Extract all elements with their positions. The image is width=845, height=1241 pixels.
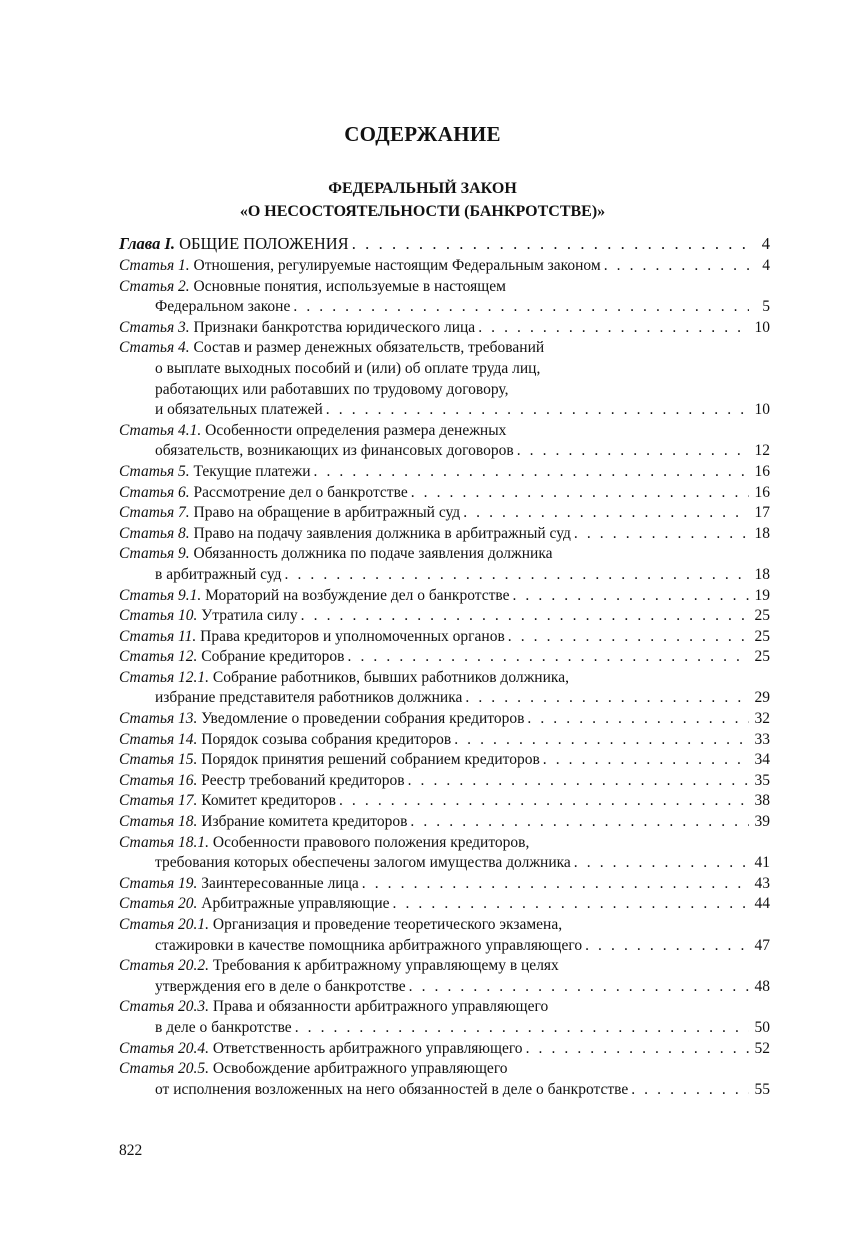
toc-entry[interactable] xyxy=(119,606,770,627)
toc-entry-line xyxy=(119,565,770,586)
article-page: 41 xyxy=(754,854,770,872)
toc-entry-line xyxy=(119,441,770,462)
article-title: работающих или работавших по трудовому договору, xyxy=(155,380,509,398)
article-title: Право на обращение в арбитражный суд xyxy=(193,504,461,522)
article-page: 55 xyxy=(754,1080,770,1098)
article-title: Заинтересованные лица xyxy=(201,874,359,892)
article-label: Статья 17. xyxy=(119,792,198,810)
article-page: 43 xyxy=(754,874,770,892)
article-title: Основные понятия, используемые в настоящем xyxy=(193,277,506,295)
toc-entry-line xyxy=(119,853,770,874)
dot-leader xyxy=(454,730,749,751)
article-title: Уведомление о проведении собрания кредиторов xyxy=(201,710,525,728)
article-title: Освобождение арбитражного управляющего xyxy=(212,1060,508,1078)
toc-entry-line xyxy=(119,956,770,977)
toc-entry[interactable] xyxy=(119,833,770,874)
toc-entry[interactable] xyxy=(119,524,770,545)
toc-entry-line xyxy=(119,297,770,318)
toc-entry-line xyxy=(119,380,770,401)
article-page: 18 xyxy=(754,565,770,583)
dot-leader xyxy=(352,232,749,256)
toc-entry[interactable] xyxy=(119,1059,770,1100)
article-label: Статья 8. xyxy=(119,524,190,542)
article-title: требования которых обеспечены залогом имущества должника xyxy=(155,854,571,872)
article-title: Федеральном законе xyxy=(155,298,291,316)
toc-entry[interactable] xyxy=(119,915,770,956)
toc-entry[interactable] xyxy=(119,874,770,895)
toc-entry-line xyxy=(119,400,770,421)
toc-entry-line xyxy=(119,606,770,627)
law-title-line-2: «О НЕСОСТОЯТЕЛЬНОСТИ (БАНКРОТСТВЕ)» xyxy=(239,203,606,220)
dot-leader xyxy=(326,400,749,421)
article-page: 34 xyxy=(754,751,770,769)
dot-leader xyxy=(301,606,749,627)
article-label: Статья 4. xyxy=(119,339,190,357)
article-title: Реестр требований кредиторов xyxy=(201,771,405,789)
article-title: Собрание работников, бывших работников должника, xyxy=(212,668,569,686)
toc-entry-line xyxy=(119,997,770,1018)
article-title: от исполнения возложенных на него обязанностей в деле о банкротстве xyxy=(155,1080,629,1098)
article-label: Статья 3. xyxy=(119,318,190,336)
toc-entry-line xyxy=(119,936,770,957)
toc-entry-line xyxy=(119,730,770,751)
article-page: 25 xyxy=(754,607,770,625)
article-page: 29 xyxy=(754,689,770,707)
law-title-line-1: ФЕДЕРАЛЬНЫЙ ЗАКОН xyxy=(328,180,517,197)
article-label: Статья 11. xyxy=(119,627,197,645)
article-label: Статья 18. xyxy=(119,813,198,831)
dot-leader xyxy=(465,688,749,709)
dot-leader xyxy=(314,462,749,483)
dot-leader xyxy=(339,791,749,812)
dot-leader xyxy=(631,1080,749,1101)
article-title: Обязанность должника по подаче заявления должника xyxy=(193,545,553,563)
article-title: Ответственность арбитражного управляющего xyxy=(212,1039,523,1057)
dot-leader xyxy=(512,586,749,607)
toc-entry-line xyxy=(119,421,770,442)
toc-entry-line xyxy=(119,1018,770,1039)
article-title: Комитет кредиторов xyxy=(201,792,336,810)
article-title: Утратила силу xyxy=(201,607,298,625)
article-page: 35 xyxy=(754,771,770,789)
toc-entry-line xyxy=(119,812,770,833)
toc-entry-line xyxy=(119,503,770,524)
toc-entry[interactable] xyxy=(119,338,770,420)
toc-entry-line xyxy=(119,359,770,380)
toc-entry-line xyxy=(119,915,770,936)
article-label: Статья 20. xyxy=(119,895,198,913)
article-title: обязательств, возникающих из финансовых договоров xyxy=(155,442,514,460)
article-label: Статья 9. xyxy=(119,545,190,563)
dot-leader xyxy=(293,297,749,318)
toc-entry-line xyxy=(119,627,770,648)
article-page: 25 xyxy=(754,648,770,666)
dot-leader xyxy=(362,874,749,895)
article-title: утверждения его в деле о банкротстве xyxy=(155,977,406,995)
article-title: Права и обязанности арбитражного управляющего xyxy=(212,998,549,1016)
dot-leader xyxy=(295,1018,749,1039)
toc-entry-line xyxy=(119,462,770,483)
toc-entry-line xyxy=(119,750,770,771)
article-label: Статья 12. xyxy=(119,648,198,666)
article-label: Статья 12.1. xyxy=(119,668,210,686)
toc-entry-line xyxy=(119,1059,770,1080)
toc-entry-line xyxy=(119,544,770,565)
article-page: 12 xyxy=(754,442,770,460)
article-label: Статья 7. xyxy=(119,504,190,522)
article-page: 44 xyxy=(754,895,770,913)
toc-entry[interactable] xyxy=(119,997,770,1038)
toc-entry[interactable] xyxy=(119,956,770,997)
toc-entry[interactable] xyxy=(119,483,770,504)
toc-entry-line xyxy=(119,483,770,504)
dot-leader xyxy=(585,936,749,957)
article-title: избрание представителя работников должника xyxy=(155,689,463,707)
toc-entry-line xyxy=(119,771,770,792)
article-page: 33 xyxy=(754,730,770,748)
toc-entry[interactable] xyxy=(119,894,770,915)
article-label: Статья 20.4. xyxy=(119,1039,210,1057)
article-page: 19 xyxy=(754,586,770,604)
dot-leader xyxy=(543,750,749,771)
article-page: 32 xyxy=(754,710,770,728)
toc-entry-line xyxy=(119,688,770,709)
toc-entry[interactable] xyxy=(119,503,770,524)
dot-leader xyxy=(411,483,749,504)
article-title: Состав и размер денежных обязательств, требований xyxy=(193,339,545,357)
dot-leader xyxy=(463,503,749,524)
article-page: 52 xyxy=(754,1039,770,1057)
article-page: 10 xyxy=(754,318,770,336)
article-page: 25 xyxy=(754,627,770,645)
dot-leader xyxy=(508,627,749,648)
toc-entry[interactable] xyxy=(119,462,770,483)
toc-entry-line xyxy=(119,338,770,359)
dot-leader xyxy=(285,565,749,586)
toc-entry-line xyxy=(119,524,770,545)
dot-leader xyxy=(527,709,749,730)
article-title: Арбитражные управляющие xyxy=(201,895,390,913)
article-label: Статья 20.2. xyxy=(119,957,210,975)
toc-entry[interactable] xyxy=(119,627,770,648)
article-label: Статья 5. xyxy=(119,462,190,480)
article-label: Статья 1. xyxy=(119,257,190,274)
toc-entry[interactable] xyxy=(119,730,770,751)
toc-entry[interactable] xyxy=(119,318,770,339)
toc-chapter-entry[interactable] xyxy=(119,232,770,256)
article-label: Статья 20.1. xyxy=(119,916,210,933)
dot-leader xyxy=(393,894,749,915)
toc-entry-line xyxy=(119,833,770,854)
chapter-page: 4 xyxy=(761,234,770,253)
article-title: о выплате выходных пособий и (или) об оплате труда лиц, xyxy=(155,359,541,377)
toc-entry[interactable] xyxy=(119,647,770,668)
article-label: Статья 13. xyxy=(119,710,198,728)
toc-entry[interactable] xyxy=(119,750,770,771)
page-title: СОДЕРЖАНИЕ xyxy=(344,122,501,146)
chapter-title: ОБЩИЕ ПОЛОЖЕНИЯ xyxy=(179,234,349,253)
dot-leader xyxy=(408,771,749,792)
toc-entry[interactable] xyxy=(119,668,770,709)
article-title: Особенности правового положения кредиторов, xyxy=(212,833,530,851)
article-page: 48 xyxy=(754,977,770,995)
article-page: 18 xyxy=(754,524,770,542)
article-title: Отношения, регулируемые настоящим Федеральным законом xyxy=(193,257,601,274)
article-title: Собрание кредиторов xyxy=(201,648,345,666)
article-page: 16 xyxy=(754,462,770,480)
article-page: 39 xyxy=(754,813,770,831)
dot-leader xyxy=(574,853,749,874)
dot-leader xyxy=(478,318,749,339)
article-label: Статья 14. xyxy=(119,730,198,748)
toc-entries xyxy=(119,256,770,1100)
article-title: в арбитражный суд xyxy=(155,565,282,583)
article-page: 10 xyxy=(754,401,770,419)
toc-entry-line xyxy=(119,977,770,998)
article-title: в деле о банкротстве xyxy=(155,1018,292,1036)
toc-entry-line xyxy=(119,318,770,339)
article-title: Избрание комитета кредиторов xyxy=(201,813,408,831)
article-label: Статья 19. xyxy=(119,874,198,892)
toc-entry-line xyxy=(119,791,770,812)
article-title: и обязательных платежей xyxy=(155,401,323,419)
article-label: Статья 18.1. xyxy=(119,833,210,851)
toc-entry-line xyxy=(119,1080,770,1101)
article-label: Статья 20.3. xyxy=(119,998,210,1016)
chapter-label: Глава I. xyxy=(119,234,175,253)
toc-entry[interactable] xyxy=(119,1039,770,1060)
toc-entry[interactable] xyxy=(119,771,770,792)
toc-entry-line xyxy=(119,894,770,915)
article-label: Статья 16. xyxy=(119,771,198,789)
toc-entry[interactable] xyxy=(119,256,770,277)
article-label: Статья 10. xyxy=(119,607,198,625)
toc-entry[interactable] xyxy=(119,791,770,812)
toc-entry[interactable] xyxy=(119,544,770,585)
toc-entry[interactable] xyxy=(119,709,770,730)
toc-entry-line xyxy=(119,709,770,730)
article-title: Порядок принятия решений собранием кредиторов xyxy=(201,751,540,769)
article-title: Рассмотрение дел о банкротстве xyxy=(193,483,408,501)
article-title: стажировки в качестве помощника арбитражного управляющего xyxy=(155,936,583,954)
article-title: Права кредиторов и уполномоченных органов xyxy=(200,627,505,645)
table-of-contents xyxy=(119,232,770,1100)
article-label: Статья 4.1. xyxy=(119,421,202,439)
toc-entry-line xyxy=(119,647,770,668)
article-page: 47 xyxy=(754,936,770,954)
toc-entry[interactable] xyxy=(119,586,770,607)
dot-leader xyxy=(526,1039,749,1060)
toc-entry[interactable] xyxy=(119,277,770,318)
article-title: Признаки банкротства юридического лица xyxy=(193,318,476,336)
article-page: 50 xyxy=(754,1018,770,1036)
toc-entry[interactable] xyxy=(119,812,770,833)
dot-leader xyxy=(604,256,749,277)
toc-entry-line xyxy=(119,668,770,689)
page-number: 822 xyxy=(119,1142,143,1159)
article-title: Особенности определения размера денежных xyxy=(205,421,507,439)
dot-leader xyxy=(348,647,749,668)
dot-leader xyxy=(410,812,749,833)
article-title: Требования к арбитражному управляющему в целях xyxy=(212,957,559,975)
article-label: Статья 9.1. xyxy=(119,586,202,604)
dot-leader xyxy=(409,977,749,998)
toc-entry-line xyxy=(119,874,770,895)
toc-entry[interactable] xyxy=(119,421,770,462)
article-label: Статья 15. xyxy=(119,751,198,769)
article-title: Порядок созыва собрания кредиторов xyxy=(201,730,452,748)
law-title xyxy=(0,177,845,223)
article-page: 16 xyxy=(754,483,770,501)
article-page: 4 xyxy=(762,257,770,274)
article-label: Статья 2. xyxy=(119,277,190,295)
toc-entry-line xyxy=(119,1039,770,1060)
toc-entry-line xyxy=(119,277,770,298)
dot-leader xyxy=(574,524,749,545)
article-label: Статья 6. xyxy=(119,483,190,501)
article-page: 17 xyxy=(754,504,770,522)
toc-entry-line xyxy=(119,256,770,277)
toc-entry-line xyxy=(119,586,770,607)
article-title: Текущие платежи xyxy=(193,462,311,480)
article-page: 38 xyxy=(754,792,770,810)
article-label: Статья 20.5. xyxy=(119,1060,210,1078)
article-title: Мораторий на возбуждение дел о банкротстве xyxy=(205,586,510,604)
dot-leader xyxy=(517,441,749,462)
article-title: Право на подачу заявления должника в арбитражный суд xyxy=(193,524,571,542)
article-title: Организация и проведение теоретического экзамена, xyxy=(212,916,563,933)
article-page: 5 xyxy=(762,298,770,316)
